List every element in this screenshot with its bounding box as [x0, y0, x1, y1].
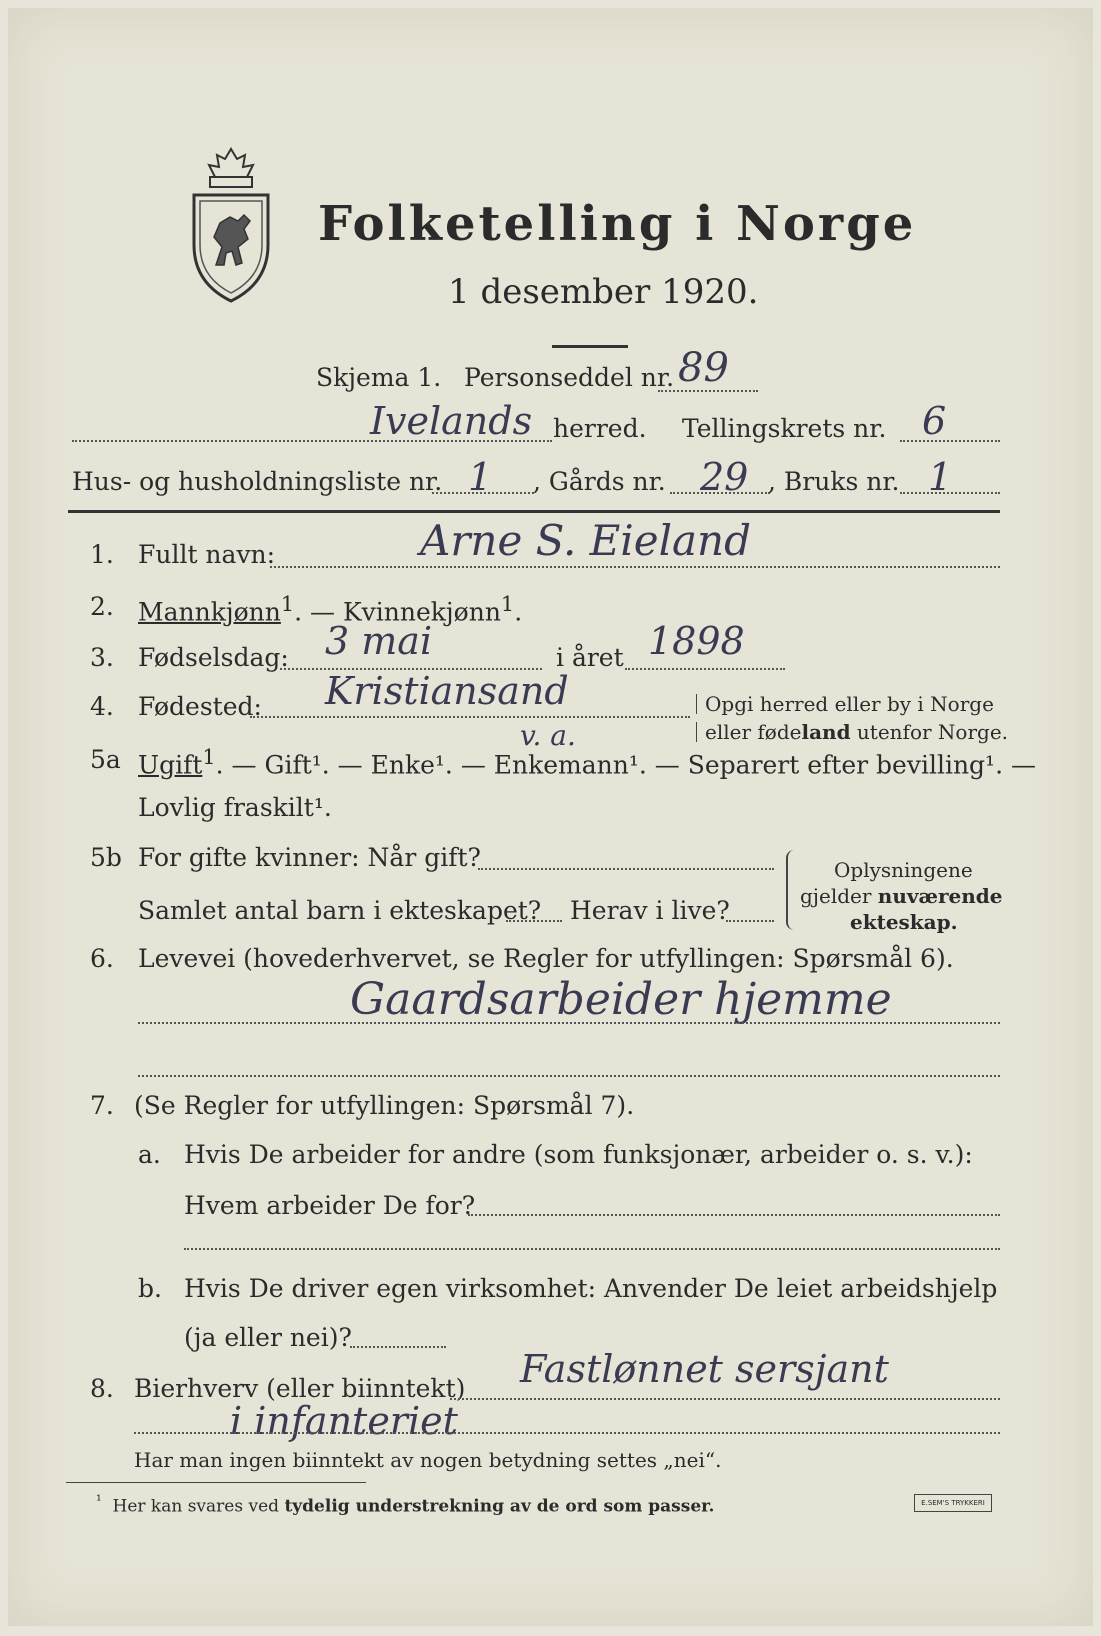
birth-year-value: 1898 — [648, 619, 745, 663]
bruks-value: 1 — [928, 455, 953, 499]
q7b-yes-no-label: (ja eller nei)? — [184, 1323, 352, 1352]
birthplace-note-1: Opgi herred eller by i Norge — [696, 694, 994, 714]
q3-number: 3. — [90, 643, 114, 672]
q7-number: 7. — [90, 1091, 114, 1120]
q8-note: Har man ingen biinntekt av nogen betydning settes „nei“. — [134, 1448, 722, 1472]
page-title: Folketelling i Norge — [318, 196, 917, 252]
q7b-letter: b. — [138, 1274, 162, 1303]
q4-number: 4. — [90, 692, 114, 721]
footnote: $^{^1}$ Her kan svares ved tydelig understrekning av de ord som passer. — [96, 1493, 715, 1517]
q7a-label: Hvis De arbeider for andre (som funksjonær, arbeider o. s. v.): — [184, 1140, 973, 1169]
q1-label: Fullt navn: — [138, 540, 276, 569]
q8-label: Bierhverv (eller biinntekt) — [134, 1374, 466, 1403]
q5a-number: 5a — [90, 745, 121, 774]
birthplace-note-2: eller fødeland utenfor Norge. — [696, 722, 1008, 742]
marital-status-options: Ugift$^1$. — Gift¹. — Enke¹. — Enkemann¹. — Separert efter bevilling¹. — — [138, 745, 1036, 780]
tellingskrets-value: 6 — [922, 399, 947, 443]
q7a-letter: a. — [138, 1140, 161, 1169]
q6-number: 6. — [90, 944, 114, 973]
q5b-brace — [786, 850, 798, 930]
birthplace-value: Kristiansand — [325, 669, 569, 713]
full-name-value: Arne S. Eieland — [420, 516, 751, 565]
herred-value: Ivelands — [370, 399, 533, 443]
schema-label: Skjema 1. — [316, 363, 442, 392]
q7a-employer-label: Hvem arbeider De for? — [184, 1191, 476, 1220]
year-label: i året — [556, 643, 624, 672]
q6-label: Levevei (hovederhvervet, se Regler for utfyllingen: Spørsmål 6). — [138, 944, 954, 973]
header-divider — [68, 510, 1000, 513]
q2-options: Mannkjønn$^1$. — Kvinnekjønn$^1$. — [138, 592, 523, 627]
gards-label: , Gårds nr. — [533, 467, 666, 496]
q5b-alive-label: Herav i live? — [570, 896, 730, 925]
q5b-note-3: ekteskap. — [850, 910, 958, 934]
unmarried-option: Ugift — [138, 750, 203, 780]
q3-label: Fødselsdag: — [138, 643, 289, 672]
printer-stamp: E.SEM'S TRYKKERI — [914, 1494, 992, 1512]
q8-number: 8. — [90, 1374, 114, 1403]
birth-date-value: 3 mai — [325, 619, 433, 663]
q2-number: 2. — [90, 592, 114, 621]
norway-coat-of-arms-icon — [186, 145, 276, 305]
tellingskrets-label: Tellingskrets nr. — [682, 414, 887, 443]
marital-annotation: v. a. — [520, 719, 576, 752]
q5b-note-1: Oplysningene — [834, 858, 973, 882]
bruks-label: , Bruks nr. — [768, 467, 900, 496]
occupation-value: Gaardsarbeider hjemme — [350, 974, 892, 1025]
q1-number: 1. — [90, 540, 114, 569]
gards-value: 29 — [700, 455, 749, 499]
personseddel-label: Personseddel nr. — [464, 363, 675, 392]
q5b-number: 5b — [90, 843, 122, 872]
q7b-label: Hvis De driver egen virksomhet: Anvender De leiet arbeidshjelp — [184, 1274, 998, 1303]
q5b-note-2: gjelder nuværende — [800, 884, 1003, 908]
title-divider — [552, 345, 628, 348]
side-occupation-value-2: i infanteriet — [230, 1399, 458, 1443]
census-date: 1 desember 1920. — [448, 272, 759, 312]
q4-label: Fødested: — [138, 692, 262, 721]
husholdningsliste-value: 1 — [468, 455, 493, 499]
q5b-when-married-label: For gifte kvinner: Når gift? — [138, 843, 481, 872]
q7-label: (Se Regler for utfyllingen: Spørsmål 7). — [134, 1091, 635, 1120]
footnote-divider — [66, 1482, 366, 1483]
female-option: Kvinnekjønn — [342, 597, 501, 627]
marital-status-line-2: Lovlig fraskilt¹. — [138, 793, 332, 822]
personseddel-value: 89 — [678, 345, 729, 391]
herred-label: herred. — [553, 414, 647, 443]
husholdningsliste-label: Hus- og husholdningsliste nr. — [72, 467, 443, 496]
male-option: Mannkjønn — [138, 597, 281, 627]
side-occupation-value-1: Fastlønnet sersjant — [520, 1347, 889, 1391]
q5b-children-label: Samlet antal barn i ekteskapet? — [138, 896, 542, 925]
